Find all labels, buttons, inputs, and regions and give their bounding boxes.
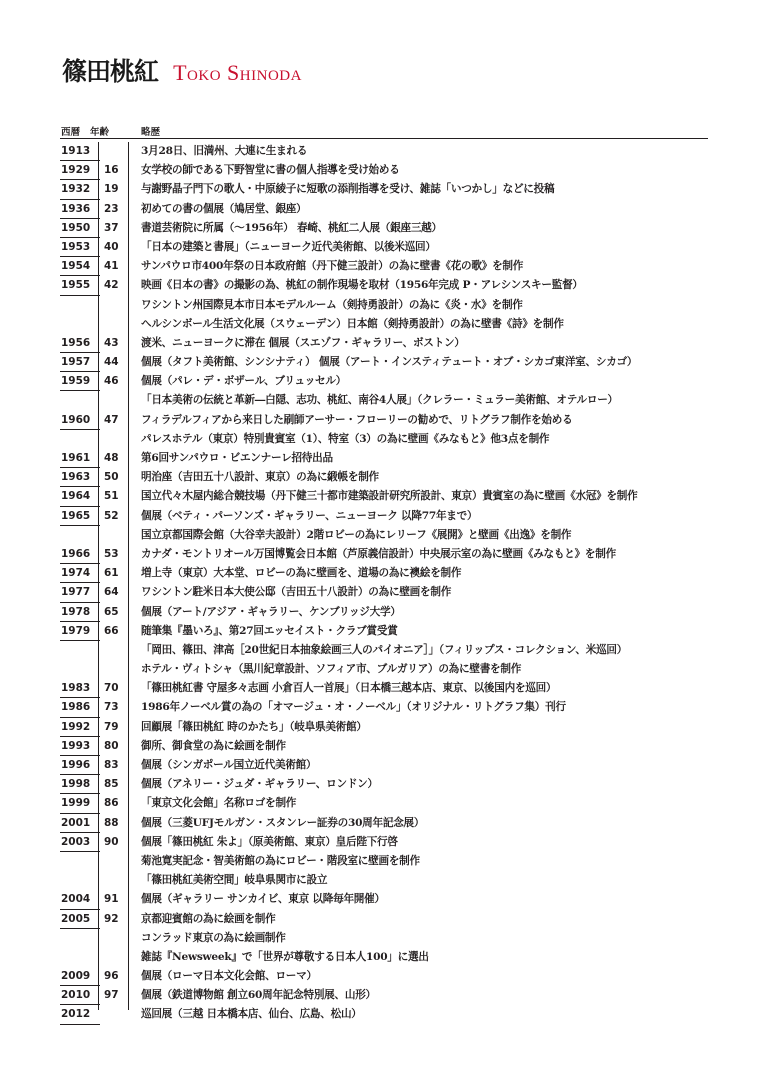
timeline-list bbox=[0, 142, 768, 1025]
timeline-event: 随筆集『墨いろ』、第27回エッセイスト・クラブ賞受賞 bbox=[141, 624, 398, 637]
timeline-year: 1993 bbox=[61, 739, 91, 752]
timeline-age: 41 bbox=[104, 260, 119, 273]
page-header bbox=[62, 52, 302, 92]
timeline-age: 91 bbox=[104, 893, 119, 906]
timeline-year: 1954 bbox=[61, 260, 91, 273]
timeline-event: 個展（ローマ日本文化会館、ローマ） bbox=[141, 970, 317, 983]
timeline-event: 国立京都国際会館（大谷幸夫設計）2階ロビーの為にレリーフ《展開》と壁画《出逸》を制作 bbox=[141, 528, 572, 541]
timeline-row bbox=[0, 200, 768, 219]
timeline-event: 個展（アート/アジア・ギャラリー、ケンブリッジ大学） bbox=[141, 605, 401, 618]
timeline-row bbox=[0, 641, 768, 660]
timeline-row bbox=[0, 526, 768, 545]
timeline-age: 19 bbox=[104, 183, 119, 196]
timeline-age: 48 bbox=[104, 452, 119, 464]
timeline-event: パレスホテル（東京）特別貴賓室（1）、特室（3）の為に壁画《みなもと》他3点を制作 bbox=[141, 432, 550, 445]
timeline-event: 個展（シンガポール国立近代美術館） bbox=[141, 759, 317, 771]
timeline-event: 明治座（吉田五十八設計、東京）の為に緞帳を制作 bbox=[141, 471, 379, 484]
timeline-row bbox=[0, 718, 768, 737]
timeline-row bbox=[0, 756, 768, 775]
page-title-english: Toko Shinoda bbox=[173, 60, 302, 85]
timeline-age: 65 bbox=[104, 605, 119, 618]
timeline-year: 1913 bbox=[61, 145, 91, 157]
timeline-age: 53 bbox=[104, 547, 119, 560]
timeline-event: 増上寺（東京）大本堂、ロビーの為に壁画を、道場の為に襖絵を制作 bbox=[141, 567, 462, 580]
timeline-event: 「岡田、篠田、津高［20世紀日本抽象絵画三人のパイオニア］」（フィリップス・コレクション、米巡回） bbox=[141, 643, 628, 656]
header-divider bbox=[60, 138, 708, 139]
timeline-event: 「日本の建築と書展」（ニューヨーク近代美術館、以後米巡回） bbox=[141, 240, 436, 253]
timeline-year: 1996 bbox=[61, 759, 91, 771]
timeline-row bbox=[0, 833, 768, 852]
timeline-age: 96 bbox=[104, 970, 119, 983]
timeline-row bbox=[0, 1005, 768, 1024]
timeline-year: 1992 bbox=[61, 720, 91, 733]
timeline-row bbox=[0, 507, 768, 526]
timeline-event: 個展（アネリー・ジュダ・ギャラリー、ロンドン） bbox=[141, 778, 378, 791]
timeline-event: フィラデルフィアから来日した刷師アーサー・フローリーの勧めで、リトグラフ制作を始める bbox=[141, 413, 573, 426]
timeline-year: 1999 bbox=[61, 797, 91, 810]
timeline-row bbox=[0, 698, 768, 717]
timeline-year: 1965 bbox=[61, 509, 91, 522]
timeline-year: 1932 bbox=[61, 183, 91, 196]
timeline-year: 2001 bbox=[61, 816, 91, 829]
timeline-age: 92 bbox=[104, 912, 119, 925]
timeline-row bbox=[0, 219, 768, 238]
timeline-age: 51 bbox=[104, 490, 119, 503]
timeline-year: 1953 bbox=[61, 240, 91, 253]
timeline-age: 42 bbox=[104, 279, 119, 292]
column-header-history: 略歴 bbox=[141, 127, 161, 138]
timeline-age: 61 bbox=[104, 567, 119, 580]
timeline-row bbox=[0, 622, 768, 641]
timeline-event: 映画《日本の書》の撮影の為、桃紅の制作現場を取材（1956年完成 P・アレシンスキー監督） bbox=[141, 279, 583, 292]
timeline-row bbox=[0, 315, 768, 334]
timeline-age: 50 bbox=[104, 471, 119, 484]
timeline-age: 16 bbox=[104, 164, 119, 177]
timeline-row bbox=[0, 372, 768, 391]
timeline-row bbox=[0, 583, 768, 602]
timeline-year: 1978 bbox=[61, 605, 91, 618]
timeline-row bbox=[0, 660, 768, 679]
timeline-row bbox=[0, 910, 768, 929]
timeline-row bbox=[0, 737, 768, 756]
timeline-age: 66 bbox=[104, 624, 119, 637]
timeline-event: 回顧展「篠田桃紅 時のかたち」（岐阜県美術館） bbox=[141, 720, 367, 733]
timeline-year: 1979 bbox=[61, 624, 91, 637]
timeline-event: 「東京文化会館」名称ロゴを制作 bbox=[141, 797, 297, 810]
timeline-age: 97 bbox=[104, 989, 119, 1002]
timeline-year: 2005 bbox=[61, 912, 91, 925]
timeline-age: 70 bbox=[104, 682, 119, 695]
timeline-age: 90 bbox=[104, 835, 119, 848]
timeline-age: 23 bbox=[104, 202, 119, 215]
timeline-year: 2009 bbox=[61, 970, 91, 983]
timeline-row bbox=[0, 794, 768, 813]
timeline-event: ホテル・ヴィトシャ（黒川紀章設計、ソフィア市、ブルガリア）の為に壁書を制作 bbox=[141, 663, 522, 676]
timeline-year: 1950 bbox=[61, 221, 91, 234]
timeline-row bbox=[0, 334, 768, 353]
timeline-row bbox=[0, 180, 768, 199]
timeline-event: 女学校の師である下野智堂に書の個人指導を受け始める bbox=[141, 164, 400, 177]
timeline-age: 47 bbox=[104, 413, 119, 426]
timeline-row bbox=[0, 391, 768, 410]
column-header-year: 西暦 bbox=[61, 127, 81, 138]
timeline-year: 1961 bbox=[61, 452, 91, 464]
timeline-year: 2012 bbox=[61, 1008, 91, 1021]
timeline-event: 雑誌『Newsweek』で「世界が尊敬する日本人100」に選出 bbox=[141, 950, 429, 963]
timeline-row bbox=[0, 276, 768, 295]
timeline-row bbox=[0, 449, 768, 468]
timeline-event: 個展（鉄道博物館 創立60周年記念特別展、山形） bbox=[141, 989, 376, 1002]
timeline-row bbox=[0, 986, 768, 1005]
timeline-age: 79 bbox=[104, 720, 119, 733]
timeline-event: 書道芸術院に所属（～1956年） 春崎、桃紅二人展（銀座三越） bbox=[141, 221, 442, 234]
timeline-year: 1960 bbox=[61, 413, 91, 426]
timeline-event: 与謝野晶子門下の歌人・中原綾子に短歌の添削指導を受け、雑誌「いつかし」などに投稿 bbox=[141, 183, 555, 196]
timeline-age: 43 bbox=[104, 336, 119, 349]
timeline-age: 44 bbox=[104, 356, 119, 369]
timeline-age: 86 bbox=[104, 797, 119, 810]
timeline-row bbox=[0, 161, 768, 180]
timeline-event: 個展（ベティ・パーソンズ・ギャラリー、ニューヨーク 以降77年まで） bbox=[141, 509, 478, 522]
timeline-event: 個展（パレ・デ・ボザール、ブリュッセル） bbox=[141, 375, 347, 388]
timeline-age: 80 bbox=[104, 739, 119, 752]
timeline-event: 1986年ノーベル賞の為の「オマージュ・オ・ノーベル」（オリジナル・リトグラフ集）刊行 bbox=[141, 701, 566, 714]
timeline-row bbox=[0, 257, 768, 276]
timeline-year: 1977 bbox=[61, 586, 91, 599]
timeline-row bbox=[0, 411, 768, 430]
timeline-event: 個展「篠田桃紅 朱よ」（原美術館、東京）皇后陛下行啓 bbox=[141, 835, 398, 848]
timeline-event: ワシントン駐米日本大使公邸（吉田五十八設計）の為に壁画を制作 bbox=[141, 586, 452, 599]
timeline-year: 1983 bbox=[61, 682, 91, 695]
timeline-event: カナダ・モントリオール万国博覧会日本館（芦原義信設計）中央展示室の為に壁画《みなもと》を制作 bbox=[141, 547, 616, 560]
timeline-row bbox=[0, 929, 768, 948]
column-header-age: 年齢 bbox=[90, 127, 110, 138]
timeline-age: 40 bbox=[104, 240, 119, 253]
timeline-row bbox=[0, 468, 768, 487]
timeline-year: 2004 bbox=[61, 893, 91, 906]
timeline-row bbox=[0, 948, 768, 967]
timeline-row bbox=[0, 603, 768, 622]
timeline-event: 3月28日、旧満州、大連に生まれる bbox=[141, 145, 308, 157]
timeline-year: 1957 bbox=[61, 356, 91, 369]
timeline-row bbox=[0, 564, 768, 583]
timeline-event: コンラッド東京の為に絵画制作 bbox=[141, 931, 286, 944]
timeline-row bbox=[0, 890, 768, 909]
timeline-row bbox=[0, 353, 768, 372]
timeline-event: 御所、御食堂の為に絵画を制作 bbox=[141, 739, 286, 752]
timeline-event: 個展（タフト美術館、シンシナティ） 個展（アート・インスティテュート・オブ・シカゴ東洋室、シカゴ） bbox=[141, 356, 638, 369]
timeline-age: 64 bbox=[104, 586, 119, 599]
page-title: 篠田桃紅 bbox=[62, 57, 159, 86]
timeline-year: 1963 bbox=[61, 471, 91, 484]
timeline-age: 46 bbox=[104, 375, 119, 388]
timeline-year: 1974 bbox=[61, 567, 91, 580]
timeline-event: 「日本美術の伝統と革新―白隠、志功、桃紅、南谷4人展」（クレラー・ミュラー美術館、オテルロー） bbox=[141, 394, 618, 407]
timeline-row bbox=[0, 871, 768, 890]
timeline-year: 1986 bbox=[61, 701, 91, 714]
timeline-year: 2010 bbox=[61, 989, 91, 1002]
timeline-event: 個展（三菱UFJモルガン・スタンレー証券の30周年記念展） bbox=[141, 816, 425, 829]
timeline-event: 「篠田桃紅美術空間」岐阜県関市に設立 bbox=[141, 874, 328, 887]
timeline-row bbox=[0, 852, 768, 871]
timeline-event: ワシントン州国際見本市日本モデルルーム（剣持勇設計）の為に《炎・水》を制作 bbox=[141, 298, 523, 311]
timeline-age: 37 bbox=[104, 221, 119, 234]
timeline-event: 「篠田桃紅書 守屋多々志画 小倉百人一首展」（日本橋三越本店、東京、以後国内を巡回） bbox=[141, 682, 557, 695]
timeline-event: 国立代々木屋内総合競技場（丹下健三十都市建築設計研究所設計、東京）貴賓室の為に壁画《水冠》を制作 bbox=[141, 490, 638, 503]
timeline-age: 85 bbox=[104, 778, 119, 791]
timeline-age: 88 bbox=[104, 816, 119, 829]
timeline-event: 京都迎賓館の為に絵画を制作 bbox=[141, 912, 276, 925]
timeline-year: 1966 bbox=[61, 547, 91, 560]
timeline-year: 1955 bbox=[61, 279, 91, 292]
timeline-year: 2003 bbox=[61, 835, 91, 848]
timeline-event: 菊池寛実記念・智美術館の為にロビー・階段室に壁画を制作 bbox=[141, 854, 420, 867]
timeline-event: 巡回展（三越 日本橋本店、仙台、広島、松山） bbox=[141, 1008, 362, 1021]
timeline-year: 1959 bbox=[61, 375, 91, 388]
timeline-row bbox=[0, 296, 768, 315]
timeline-age: 52 bbox=[104, 509, 119, 522]
timeline-year: 1956 bbox=[61, 336, 91, 349]
timeline-event: 渡米、ニューヨークに滞在 個展（スエゾフ・ギャラリー、ボストン） bbox=[141, 336, 465, 349]
timeline-event: 初めての書の個展（鳩居堂、銀座） bbox=[141, 202, 307, 215]
timeline-row bbox=[0, 545, 768, 564]
timeline-row bbox=[0, 679, 768, 698]
timeline-row bbox=[0, 430, 768, 449]
timeline-year: 1998 bbox=[61, 778, 91, 791]
timeline-year: 1964 bbox=[61, 490, 91, 503]
timeline-row bbox=[0, 967, 768, 986]
timeline-event: サンパウロ市400年祭の日本政府館（丹下健三設計）の為に壁書《花の歌》を制作 bbox=[141, 260, 524, 273]
timeline-age: 73 bbox=[104, 701, 119, 714]
timeline-event: ヘルシンボール生活文化展（スウェーデン）日本館（剣持勇設計）の為に壁書《詩》を制作 bbox=[141, 317, 564, 330]
timeline-row bbox=[0, 775, 768, 794]
timeline-row bbox=[0, 814, 768, 833]
timeline-event: 第6回サンパウロ・ビエンナーレ招待出品 bbox=[141, 452, 333, 464]
timeline-event: 個展（ギャラリー サンカイビ、東京 以降毎年開催） bbox=[141, 893, 385, 906]
timeline-row bbox=[0, 238, 768, 257]
timeline-year: 1936 bbox=[61, 202, 91, 215]
timeline-row bbox=[0, 142, 768, 161]
timeline-year: 1929 bbox=[61, 164, 91, 177]
timeline-row bbox=[0, 487, 768, 506]
timeline-age: 83 bbox=[104, 759, 119, 771]
